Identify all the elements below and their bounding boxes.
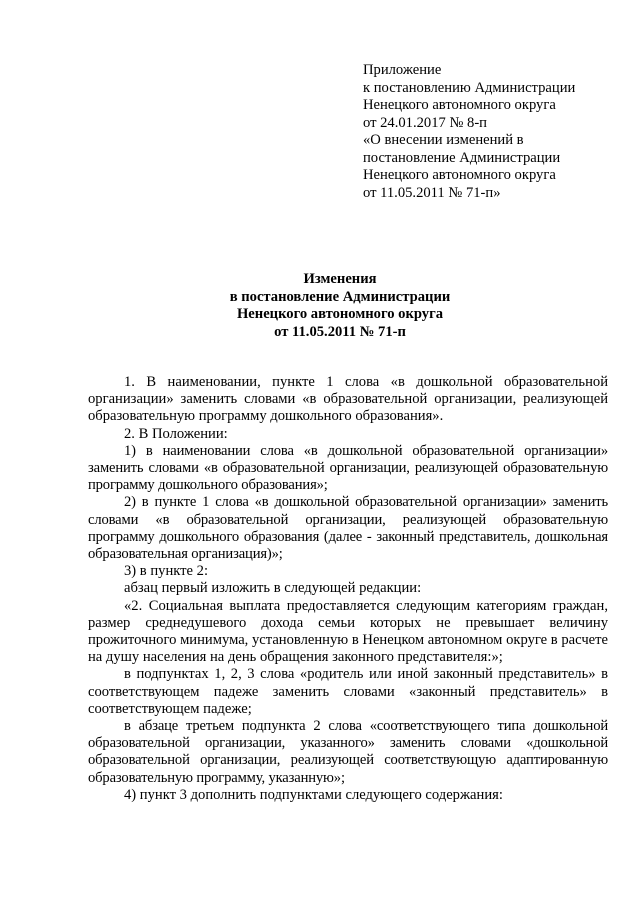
body-paragraph: 2. В Положении:: [124, 425, 228, 442]
body-paragraph: в подпунктах 1, 2, 3 слова «родитель или иной законный представитель» в соответствующем падеже заменить словами «законный представитель» в соответствующем падеже;: [88, 666, 608, 717]
body-paragraph: 1) в наименовании слова «в дошкольной образовательной организации» заменить словами «в образовательной организации, реализующей образовательную программу дошкольного образования»;: [88, 442, 608, 494]
appendix-line: Приложение: [363, 62, 442, 78]
body-paragraph: «2. Социальная выплата предоставляется следующим категориям граждан, размер среднедушевого дохода семьи которых не превышает величину прожиточного минимума, установленную в Ненецком автономном округе в расчете на душу населения на день обращения законного представителя:»;: [88, 597, 608, 666]
appendix-line: постановление Администрации: [363, 149, 561, 166]
document-body: [88, 374, 608, 804]
title-line: Изменения: [303, 271, 377, 287]
title-line: от 11.05.2011 № 71-п: [274, 323, 406, 340]
body-paragraph: в абзаце третьем подпункта 2 слова «соответствующего типа дошкольной образовательной организации, указанного» заменить словами «дошкольной образовательной организации, реализующей соответствующую адаптированную образовательную программу, указанную»;: [88, 718, 608, 786]
body-paragraph: 4) пункт 3 дополнить подпунктами следующего содержания:: [124, 786, 503, 803]
appendix-line: Ненецкого автономного округа: [363, 97, 556, 113]
body-paragraph: 3) в пункте 2:: [124, 563, 209, 580]
appendix-header: [363, 62, 613, 202]
body-paragraph: 2) в пункте 1 слова «в дошкольной образовательной организации» заменить словами «в образовательной организации, реализующей образовательную программу дошкольного образования (далее - законный представитель, дошкольная образовательная организация)»;: [88, 494, 608, 563]
title-line: в постановление Администрации: [229, 288, 451, 305]
appendix-line: от 24.01.2017 № 8-п: [363, 114, 487, 131]
appendix-line: «О внесении изменений в: [363, 132, 524, 148]
body-paragraph: абзац первый изложить в следующей редакции:: [124, 580, 422, 597]
body-paragraph: 1. В наименовании, пункте 1 слова «в дошкольной образовательной организации» заменить словами «в образовательной организации, реализующей образовательную программу дошкольного образования».: [88, 374, 608, 425]
appendix-line: Ненецкого автономного округа: [363, 167, 556, 183]
appendix-line: от 11.05.2011 № 71-п»: [363, 184, 501, 201]
appendix-line: к постановлению Администрации: [363, 79, 576, 96]
document-title: [0, 271, 640, 341]
title-line: Ненецкого автономного округа: [236, 306, 444, 322]
